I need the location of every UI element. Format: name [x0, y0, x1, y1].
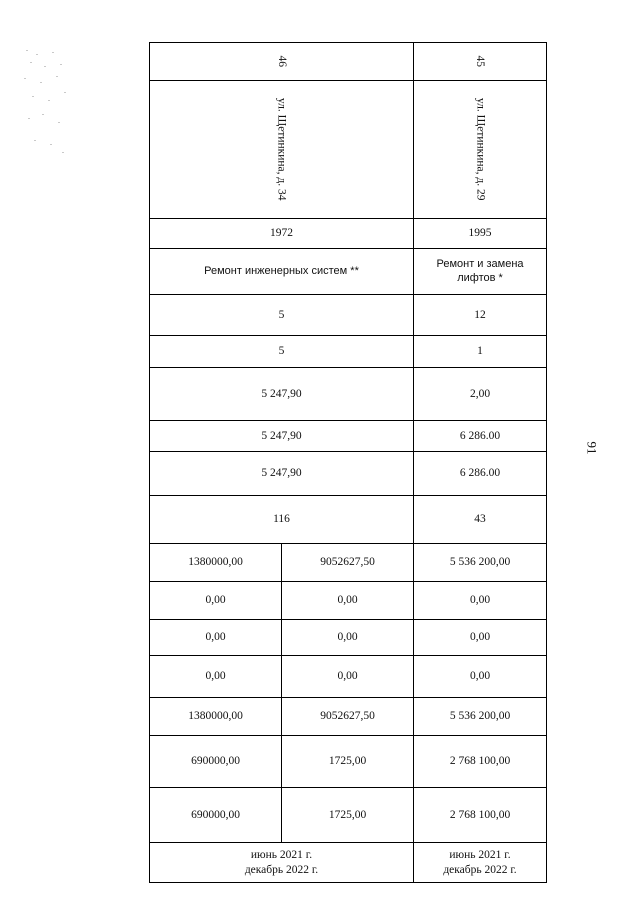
- table-cell: 5 247,90: [150, 368, 414, 421]
- table-cell: 5 247,90: [150, 452, 414, 496]
- period-end: декабрь 2022 г.: [244, 863, 319, 876]
- build-year: 1995: [414, 219, 547, 249]
- table-row: [150, 736, 547, 788]
- work-period: [150, 843, 414, 883]
- scan-artifact: [22, 48, 70, 160]
- table-cell: 43: [414, 496, 547, 544]
- table-row: [150, 249, 547, 295]
- table-row: [150, 788, 547, 843]
- table-row: [150, 698, 547, 736]
- table-cell: [414, 81, 547, 219]
- table-cell: 0,00: [414, 620, 547, 656]
- table-cell: 0,00: [414, 656, 547, 698]
- period-end: декабрь 2022 г.: [443, 863, 517, 876]
- page-number: 91: [584, 441, 600, 455]
- address: ул. Щетинкина, д. 34: [275, 98, 288, 201]
- table-cell: 0,00: [282, 656, 414, 698]
- table-cell: 1380000,00: [150, 698, 282, 736]
- table-cell: 116: [150, 496, 414, 544]
- table-cell: 12: [414, 295, 547, 336]
- table-cell: 5 247,90: [150, 421, 414, 452]
- table-cell: 0,00: [414, 582, 547, 620]
- table-row: [150, 496, 547, 544]
- address: ул. Щетинкина, д. 29: [474, 98, 487, 201]
- work-type: Ремонт инженерных систем **: [150, 249, 414, 295]
- record-number: 46: [275, 55, 288, 68]
- table-cell: 6 286.00: [414, 421, 547, 452]
- table-cell: 1725,00: [282, 788, 414, 843]
- table-cell: 2 768 100,00: [414, 788, 547, 843]
- period-start: июнь 2021 г.: [250, 849, 313, 862]
- repair-program-table: [149, 42, 547, 883]
- table-cell: 6 286.00: [414, 452, 547, 496]
- table-row: [150, 219, 547, 249]
- table-row: [150, 368, 547, 421]
- table-row: [150, 421, 547, 452]
- table-cell: 1725,00: [282, 736, 414, 788]
- period-start: июнь 2021 г.: [449, 849, 511, 862]
- table-row: [150, 544, 547, 582]
- table-cell: 0,00: [150, 620, 282, 656]
- table-cell: 690000,00: [150, 788, 282, 843]
- build-year: 1972: [150, 219, 414, 249]
- record-number: 45: [474, 55, 487, 68]
- table-cell: 5 536 200,00: [414, 544, 547, 582]
- table-cell: 1: [414, 336, 547, 368]
- table-cell: 0,00: [150, 582, 282, 620]
- table-row: [150, 656, 547, 698]
- table-row: [150, 620, 547, 656]
- table-cell: 0,00: [282, 582, 414, 620]
- table-cell: 5 536 200,00: [414, 698, 547, 736]
- table-cell: [150, 43, 414, 81]
- table-cell: 9052627,50: [282, 698, 414, 736]
- table-cell: 9052627,50: [282, 544, 414, 582]
- table-cell: [150, 81, 414, 219]
- table-cell: 2,00: [414, 368, 547, 421]
- table-row: [150, 582, 547, 620]
- table-cell: [414, 43, 547, 81]
- table-cell: 5: [150, 336, 414, 368]
- table-cell: 690000,00: [150, 736, 282, 788]
- table-cell: 0,00: [282, 620, 414, 656]
- table-row: [150, 295, 547, 336]
- table-cell: 1380000,00: [150, 544, 282, 582]
- table-cell: 0,00: [150, 656, 282, 698]
- work-period: [414, 843, 547, 883]
- table-cell: 2 768 100,00: [414, 736, 547, 788]
- table-row: [150, 336, 547, 368]
- table-row: [150, 81, 547, 219]
- table-row: [150, 843, 547, 883]
- table-row: [150, 452, 547, 496]
- table-cell: 5: [150, 295, 414, 336]
- work-type: Ремонт и замена лифтов *: [414, 249, 547, 295]
- table-row: [150, 43, 547, 81]
